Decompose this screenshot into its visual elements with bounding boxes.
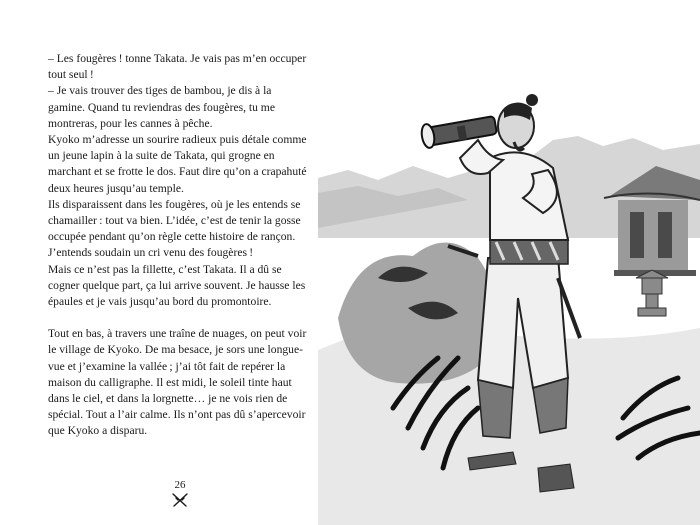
paragraph-5: J’entends soudain un cri venu des fougères ! bbox=[48, 246, 254, 260]
stone-lantern bbox=[636, 270, 668, 316]
paragraph-3: Kyoko m’adresse un sourire radieux puis détale comme un jeune lapin à la suite de Takata, qui grogne en marchant et se frotte le dos. Faut dire qu’on a crapahuté deux heures jusqu’au temple. bbox=[48, 133, 307, 195]
text-column bbox=[48, 51, 310, 440]
paragraph-6: Mais ce n’est pas la fillette, c’est Takata. Il a dû se cogner quelque part, ça lui arrive souvent. Je hausse les épaules et je vais jusqu’au bord du promontoire. bbox=[48, 262, 306, 309]
paragraph-1: – Les fougères ! tonne Takata. Je vais pas m’en occuper tout seul ! bbox=[48, 52, 307, 82]
samurai-with-spyglass-illustration bbox=[318, 88, 700, 525]
paragraph-4: Ils disparaissent dans les fougères, où je les entends se chamailler : tout va bien. L’idée, c’est de tenir la gosse occupée pendant qu’on règle cette histoire de rançon. bbox=[48, 197, 301, 244]
crossed-swords-icon bbox=[170, 492, 190, 508]
page-number: 26 bbox=[174, 479, 186, 491]
paragraph-2: – Je vais trouver des tiges de bambou, je dis à la gamine. Quand tu reviendras des fougères, tu me montreras, pour les cannes à pêche. bbox=[48, 84, 275, 130]
paragraph-7: Tout en bas, à travers une traîne de nuages, on peut voir le village de Kyoko. De ma besace, je sors une longue-vue et j’examine la vallée ; j’ai tôt fait de repérer la maison du calligraphe. Il est midi, le soleil tinte haut dans le ciel, et dans la lorgnette… je ne vois rien de spécial. Tout a l’air calme. Ils n’ont pas dû s’apercevoir que Kyoko a disparu. bbox=[48, 327, 307, 438]
